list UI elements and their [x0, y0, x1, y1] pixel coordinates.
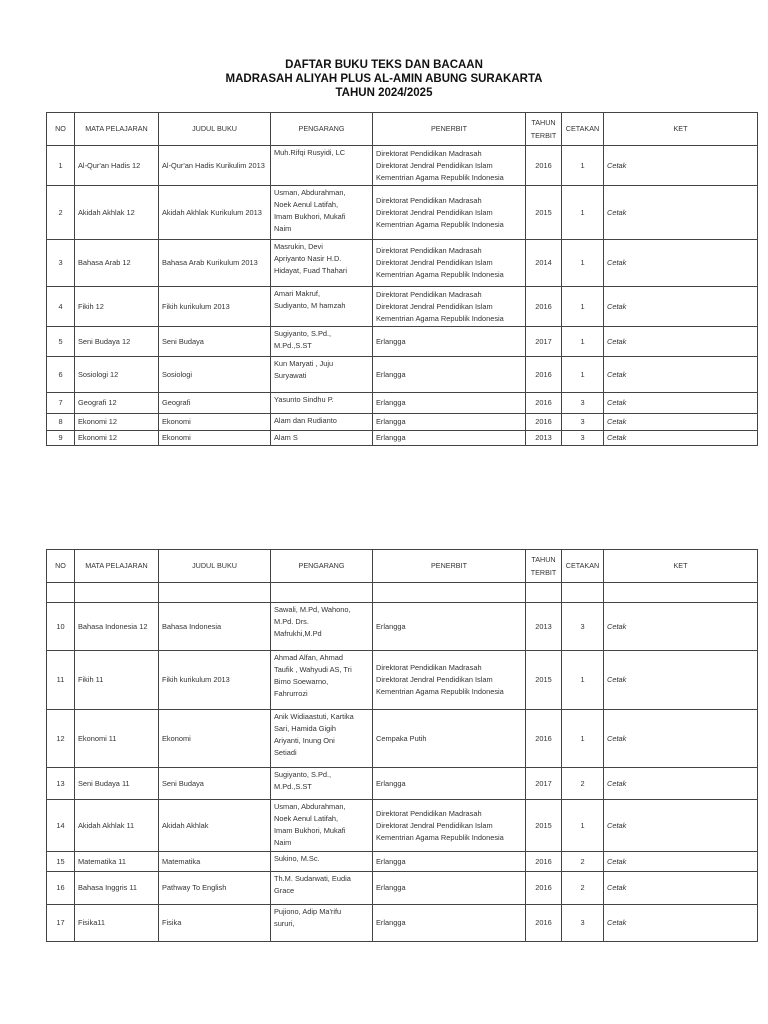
empty-row [47, 583, 758, 603]
table-row [47, 357, 758, 393]
document-title [0, 58, 768, 100]
pengarang-cell: Pujiono, Adip Ma'rifu sururi, [271, 905, 373, 942]
judul-buku-cell: Bahasa Arab Kurikulum 2013 [159, 240, 271, 287]
cetakan-cell: 1 [562, 357, 604, 393]
cetakan-cell: 2 [562, 768, 604, 800]
table-row [47, 905, 758, 942]
mata-pelajaran-cell: Seni Budaya 12 [75, 327, 159, 357]
pengarang-cell: Amari Makruf, Sudiyanto, M hamzah [271, 287, 373, 327]
penerbit-cell: Erlangga [373, 357, 526, 393]
ket-cell: Cetak [604, 431, 758, 446]
cetakan-cell: 3 [562, 393, 604, 414]
pengarang-cell: Anik Widiaastuti, Kartika Sari, Hamida Gigih Ariyanti, Inung Oni Setiadi [271, 710, 373, 768]
tahun-terbit-cell: 2017 [526, 768, 562, 800]
header-no: NO [47, 550, 75, 583]
judul-buku-cell: Seni Budaya [159, 327, 271, 357]
tahun-terbit-cell: 2015 [526, 186, 562, 240]
row-no: 11 [47, 651, 75, 710]
mata-pelajaran-cell: Seni Budaya 11 [75, 768, 159, 800]
judul-buku-cell: Matematika [159, 852, 271, 872]
mata-pelajaran-cell: Fisika11 [75, 905, 159, 942]
header-tahun-terbit: TAHUN TERBIT [526, 550, 562, 583]
header-judul-buku: JUDUL BUKU [159, 113, 271, 146]
cetakan-cell: 1 [562, 710, 604, 768]
judul-buku-cell: Ekonomi [159, 710, 271, 768]
cetakan-cell: 3 [562, 431, 604, 446]
tahun-terbit-cell: 2015 [526, 651, 562, 710]
header-pengarang: PENGARANG [271, 113, 373, 146]
mata-pelajaran-cell: Ekonomi 12 [75, 431, 159, 446]
table-header-row [47, 113, 758, 146]
header-ket: KET [604, 550, 758, 583]
pengarang-cell: Th.M. Sudarwati, Eudia Grace [271, 872, 373, 905]
tahun-terbit-cell: 2016 [526, 905, 562, 942]
penerbit-cell: Direktorat Pendidikan Madrasah Direktorat Jendral Pendidikan Islam Kementrian Agama Republik Indonesia [373, 651, 526, 710]
pengarang-cell: Sugiyanto, S.Pd., M.Pd.,S.ST [271, 768, 373, 800]
ket-cell: Cetak [604, 710, 758, 768]
row-no: 7 [47, 393, 75, 414]
table-row [47, 710, 758, 768]
table-row [47, 240, 758, 287]
mata-pelajaran-cell: Ekonomi 11 [75, 710, 159, 768]
tahun-terbit-cell: 2016 [526, 710, 562, 768]
judul-buku-cell: Pathway To English [159, 872, 271, 905]
penerbit-cell: Direktorat Pendidikan Madrasah Direktorat Jendral Pendidikan Islam Kementrian Agama Republik Indonesia [373, 146, 526, 186]
header-mata-pelajaran: MATA PELAJARAN [75, 550, 159, 583]
cetakan-cell: 3 [562, 414, 604, 431]
pengarang-cell: Sugiyanto, S.Pd., M.Pd.,S.ST [271, 327, 373, 357]
table-row [47, 393, 758, 414]
tahun-terbit-cell: 2016 [526, 146, 562, 186]
header-cetakan: CETAKAN [562, 113, 604, 146]
row-no: 12 [47, 710, 75, 768]
cetakan-cell: 2 [562, 852, 604, 872]
header-penerbit: PENERBIT [373, 113, 526, 146]
tahun-terbit-cell: 2016 [526, 357, 562, 393]
row-no: 5 [47, 327, 75, 357]
table-row [47, 872, 758, 905]
penerbit-cell: Direktorat Pendidikan Madrasah Direktorat Jendral Pendidikan Islam Kementrian Agama Republik Indonesia [373, 287, 526, 327]
ket-cell: Cetak [604, 327, 758, 357]
pengarang-cell: Masrukin, Devi Apriyanto Nasir H.D. Hidayat, Fuad Thahari [271, 240, 373, 287]
ket-cell: Cetak [604, 800, 758, 852]
tahun-terbit-cell: 2017 [526, 327, 562, 357]
mata-pelajaran-cell: Fikih 11 [75, 651, 159, 710]
judul-buku-cell: Bahasa Indonesia [159, 603, 271, 651]
tahun-terbit-cell: 2015 [526, 800, 562, 852]
mata-pelajaran-cell: Al-Qur'an Hadis 12 [75, 146, 159, 186]
ket-cell: Cetak [604, 240, 758, 287]
ket-cell: Cetak [604, 357, 758, 393]
header-no: NO [47, 113, 75, 146]
tahun-terbit-cell: 2016 [526, 852, 562, 872]
row-no: 2 [47, 186, 75, 240]
cetakan-cell: 2 [562, 872, 604, 905]
row-no: 16 [47, 872, 75, 905]
penerbit-cell: Erlangga [373, 327, 526, 357]
penerbit-cell: Erlangga [373, 768, 526, 800]
row-no: 13 [47, 768, 75, 800]
table-row [47, 800, 758, 852]
ket-cell: Cetak [604, 768, 758, 800]
row-no: 3 [47, 240, 75, 287]
table-row [47, 146, 758, 186]
penerbit-cell: Erlangga [373, 431, 526, 446]
ket-cell: Cetak [604, 287, 758, 327]
row-no: 17 [47, 905, 75, 942]
cetakan-cell: 1 [562, 651, 604, 710]
tahun-terbit-cell: 2014 [526, 240, 562, 287]
mata-pelajaran-cell: Bahasa Inggris 11 [75, 872, 159, 905]
cetakan-cell: 1 [562, 146, 604, 186]
header-pengarang: PENGARANG [271, 550, 373, 583]
judul-buku-cell: Seni Budaya [159, 768, 271, 800]
mata-pelajaran-cell: Akidah Akhlak 12 [75, 186, 159, 240]
mata-pelajaran-cell: Bahasa Arab 12 [75, 240, 159, 287]
mata-pelajaran-cell: Geografi 12 [75, 393, 159, 414]
table-row [47, 852, 758, 872]
cetakan-cell: 1 [562, 287, 604, 327]
table-row [47, 414, 758, 431]
judul-buku-cell: Sosiologi [159, 357, 271, 393]
row-no: 10 [47, 603, 75, 651]
table-row [47, 768, 758, 800]
ket-cell: Cetak [604, 651, 758, 710]
mata-pelajaran-cell: Sosiologi 12 [75, 357, 159, 393]
header-tahun-terbit: TAHUN TERBIT [526, 113, 562, 146]
cetakan-cell: 1 [562, 800, 604, 852]
ket-cell: Cetak [604, 872, 758, 905]
row-no: 9 [47, 431, 75, 446]
table-row [47, 287, 758, 327]
penerbit-cell: Erlangga [373, 393, 526, 414]
tahun-terbit-cell: 2016 [526, 872, 562, 905]
judul-buku-cell: Al-Qur'an Hadis Kurikulim 2013 [159, 146, 271, 186]
mata-pelajaran-cell: Matematika 11 [75, 852, 159, 872]
header-ket: KET [604, 113, 758, 146]
judul-buku-cell: Fikih kurikulum 2013 [159, 651, 271, 710]
mata-pelajaran-cell: Ekonomi 12 [75, 414, 159, 431]
pengarang-cell: Usman, Abdurahman, Noek Aenul Latifah, Imam Bukhori, Mukafi Naim [271, 800, 373, 852]
cetakan-cell: 3 [562, 603, 604, 651]
mata-pelajaran-cell: Bahasa Indonesia 12 [75, 603, 159, 651]
row-no: 4 [47, 287, 75, 327]
ket-cell: Cetak [604, 393, 758, 414]
penerbit-cell: Erlangga [373, 852, 526, 872]
title-line-2: MADRASAH ALIYAH PLUS AL-AMIN ABUNG SURAKARTA [225, 73, 543, 85]
judul-buku-cell: Ekonomi [159, 431, 271, 446]
tahun-terbit-cell: 2016 [526, 393, 562, 414]
penerbit-cell: Direktorat Pendidikan Madrasah Direktorat Jendral Pendidikan Islam Kementrian Agama Republik Indonesia [373, 240, 526, 287]
table-row [47, 603, 758, 651]
pengarang-cell: Sawali, M.Pd, Wahono, M.Pd. Drs. Mafrukhi,M.Pd [271, 603, 373, 651]
header-penerbit: PENERBIT [373, 550, 526, 583]
table-row [47, 651, 758, 710]
penerbit-cell: Cempaka Putih [373, 710, 526, 768]
ket-cell: Cetak [604, 905, 758, 942]
row-no: 15 [47, 852, 75, 872]
ket-cell: Cetak [604, 414, 758, 431]
judul-buku-cell: Fikih kurikulum 2013 [159, 287, 271, 327]
tahun-terbit-cell: 2013 [526, 603, 562, 651]
tahun-terbit-cell: 2016 [526, 414, 562, 431]
row-no: 6 [47, 357, 75, 393]
pengarang-cell: Muh.Rifqi Rusyidi, LC [271, 146, 373, 186]
penerbit-cell: Erlangga [373, 603, 526, 651]
pengarang-cell: Alam dan Rudianto [271, 414, 373, 431]
judul-buku-cell: Fisika [159, 905, 271, 942]
judul-buku-cell: Akidah Akhlak [159, 800, 271, 852]
pengarang-cell: Usman, Abdurahman, Noek Aenul Latifah, Imam Bukhori, Mukafi Naim [271, 186, 373, 240]
ket-cell: Cetak [604, 146, 758, 186]
penerbit-cell: Erlangga [373, 905, 526, 942]
judul-buku-cell: Ekonomi [159, 414, 271, 431]
pengarang-cell: Ahmad Alfan, Ahmad Taufik , Wahyudi AS, Tri Bimo Soewarno, Fahrurrozi [271, 651, 373, 710]
table-header-row [47, 550, 758, 583]
tahun-terbit-cell: 2016 [526, 287, 562, 327]
mata-pelajaran-cell: Akidah Akhlak 11 [75, 800, 159, 852]
ket-cell: Cetak [604, 852, 758, 872]
row-no: 14 [47, 800, 75, 852]
pengarang-cell: Sukino, M.Sc. [271, 852, 373, 872]
pengarang-cell: Alam S [271, 431, 373, 446]
cetakan-cell: 1 [562, 240, 604, 287]
cetakan-cell: 1 [562, 186, 604, 240]
judul-buku-cell: Geografi [159, 393, 271, 414]
header-mata-pelajaran: MATA PELAJARAN [75, 113, 159, 146]
table-row [47, 327, 758, 357]
ket-cell: Cetak [604, 603, 758, 651]
header-judul-buku: JUDUL BUKU [159, 550, 271, 583]
judul-buku-cell: Akidah Akhlak Kurikulum 2013 [159, 186, 271, 240]
header-cetakan: CETAKAN [562, 550, 604, 583]
ket-cell: Cetak [604, 186, 758, 240]
table-row [47, 431, 758, 446]
cetakan-cell: 1 [562, 327, 604, 357]
penerbit-cell: Erlangga [373, 414, 526, 431]
row-no: 1 [47, 146, 75, 186]
book-table-1 [46, 112, 758, 446]
title-line-1: DAFTAR BUKU TEKS DAN BACAAN [285, 59, 483, 71]
tahun-terbit-cell: 2013 [526, 431, 562, 446]
mata-pelajaran-cell: Fikih 12 [75, 287, 159, 327]
cetakan-cell: 3 [562, 905, 604, 942]
table-row [47, 186, 758, 240]
book-table-2 [46, 549, 758, 942]
penerbit-cell: Direktorat Pendidikan Madrasah Direktorat Jendral Pendidikan Islam Kementrian Agama Republik Indonesia [373, 800, 526, 852]
pengarang-cell: Kun Maryati , Juju Suryawati [271, 357, 373, 393]
penerbit-cell: Direktorat Pendidikan Madrasah Direktorat Jendral Pendidikan Islam Kementrian Agama Republik Indonesia [373, 186, 526, 240]
pengarang-cell: Yasunto Sindhu P. [271, 393, 373, 414]
penerbit-cell: Erlangga [373, 872, 526, 905]
row-no: 8 [47, 414, 75, 431]
title-line-3: TAHUN 2024/2025 [335, 87, 433, 99]
